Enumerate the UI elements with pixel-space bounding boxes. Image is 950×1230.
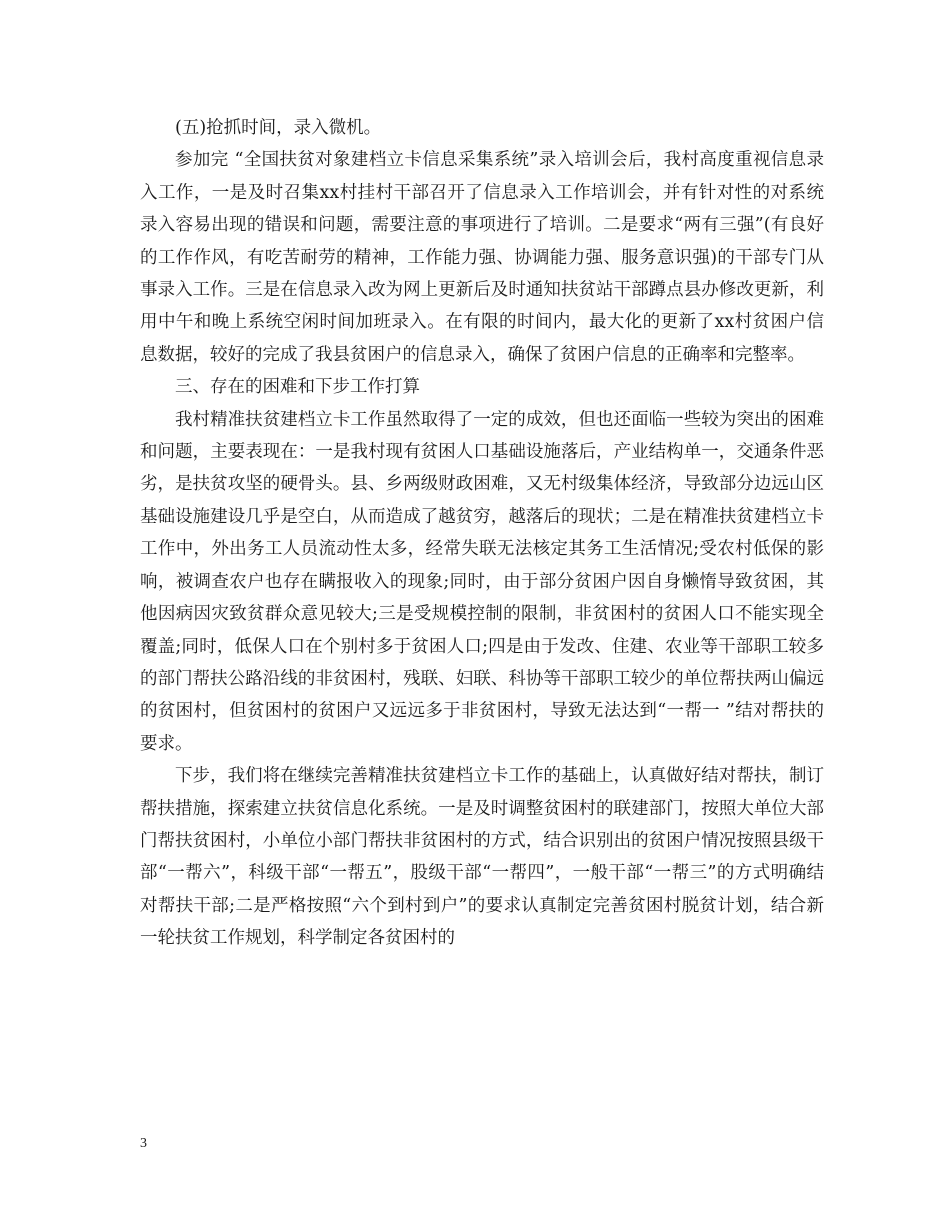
- paragraph-data-entry: 参加完 “全国扶贫对象建档立卡信息采集系统”录入培训会后，我村高度重视信息录入工作，一是及时召集xx村挂村干部召开了信息录入工作培训会，并有针对性的对系统录入容易出现的错误和问题，需要注意的事项进行了培训。二是要求“两有三强”(有良好的工作作风，有吃苦耐劳的精神，工作能力强、协调能力强、服务意识强)的干部专门从事录入工作。三是在信息录入改为网上更新后及时通知扶贫站干部蹲点县办修改更新，利用中午和晚上系统空闲时间加班录入。在有限的时间内，最大化的更新了xx村贫困户信息数据，较好的完成了我县贫困户的信息录入，确保了贫困户信息的正确率和完整率。: [140, 150, 824, 365]
- section-heading-difficulties: 三、存在的困难和下步工作打算: [175, 377, 420, 398]
- page-number: 3: [140, 1136, 147, 1151]
- document-body: [140, 112, 824, 955]
- paragraph-difficulties: 我村精准扶贫建档立卡工作虽然取得了一定的成效，但也还面临一些较为突出的困难和问题，主要表现在：一是我村现有贫困人口基础设施落后，产业结构单一，交通条件恶劣，是扶贫攻坚的硬骨头。县、乡两级财政困难，又无村级集体经济，导致部分边远山区基础设施建设几乎是空白，从而造成了越贫穷，越落后的现状；二是在精准扶贫建档立卡工作中，外出务工人员流动性太多，经常失联无法核定其务工生活情况;受农村低保的影响，被调查农户也存在瞒报收入的现象;同时，由于部分贫困户因自身懒惰导致贫困，其他因病因灾致贫群众意见较大;三是受规模控制的限制，非贫困村的贫困人口不能实现全覆盖;同时，低保人口在个别村多于贫困人口;四是由于发改、住建、农业等干部职工较多的部门帮扶公路沿线的非贫困村，残联、妇联、科协等干部职工较少的单位帮扶两山偏远的贫困村，但贫困村的贫困户又远远多于非贫困村，导致无法达到“一帮一 ”结对帮扶的要求。: [140, 409, 824, 754]
- paragraph-heading-five: (五)抢抓时间，录入微机。: [175, 118, 382, 138]
- paragraph-next-steps: 下步，我们将在继续完善精准扶贫建档立卡工作的基础上，认真做好结对帮扶，制订帮扶措施，探索建立扶贫信息化系统。一是及时调整贫困村的联建部门，按照大单位大部门帮扶贫困村，小单位小部门帮扶非贫困村的方式，结合识别出的贫困户情况按照县级干部“一帮六”，科级干部“一帮五”，股级干部“一帮四”，一般干部“一帮三”的方式明确结对帮扶干部;二是严格按照“六个到村到户”的要求认真制定完善贫困村脱贫计划，结合新一轮扶贫工作规划，科学制定各贫困村的: [140, 766, 824, 949]
